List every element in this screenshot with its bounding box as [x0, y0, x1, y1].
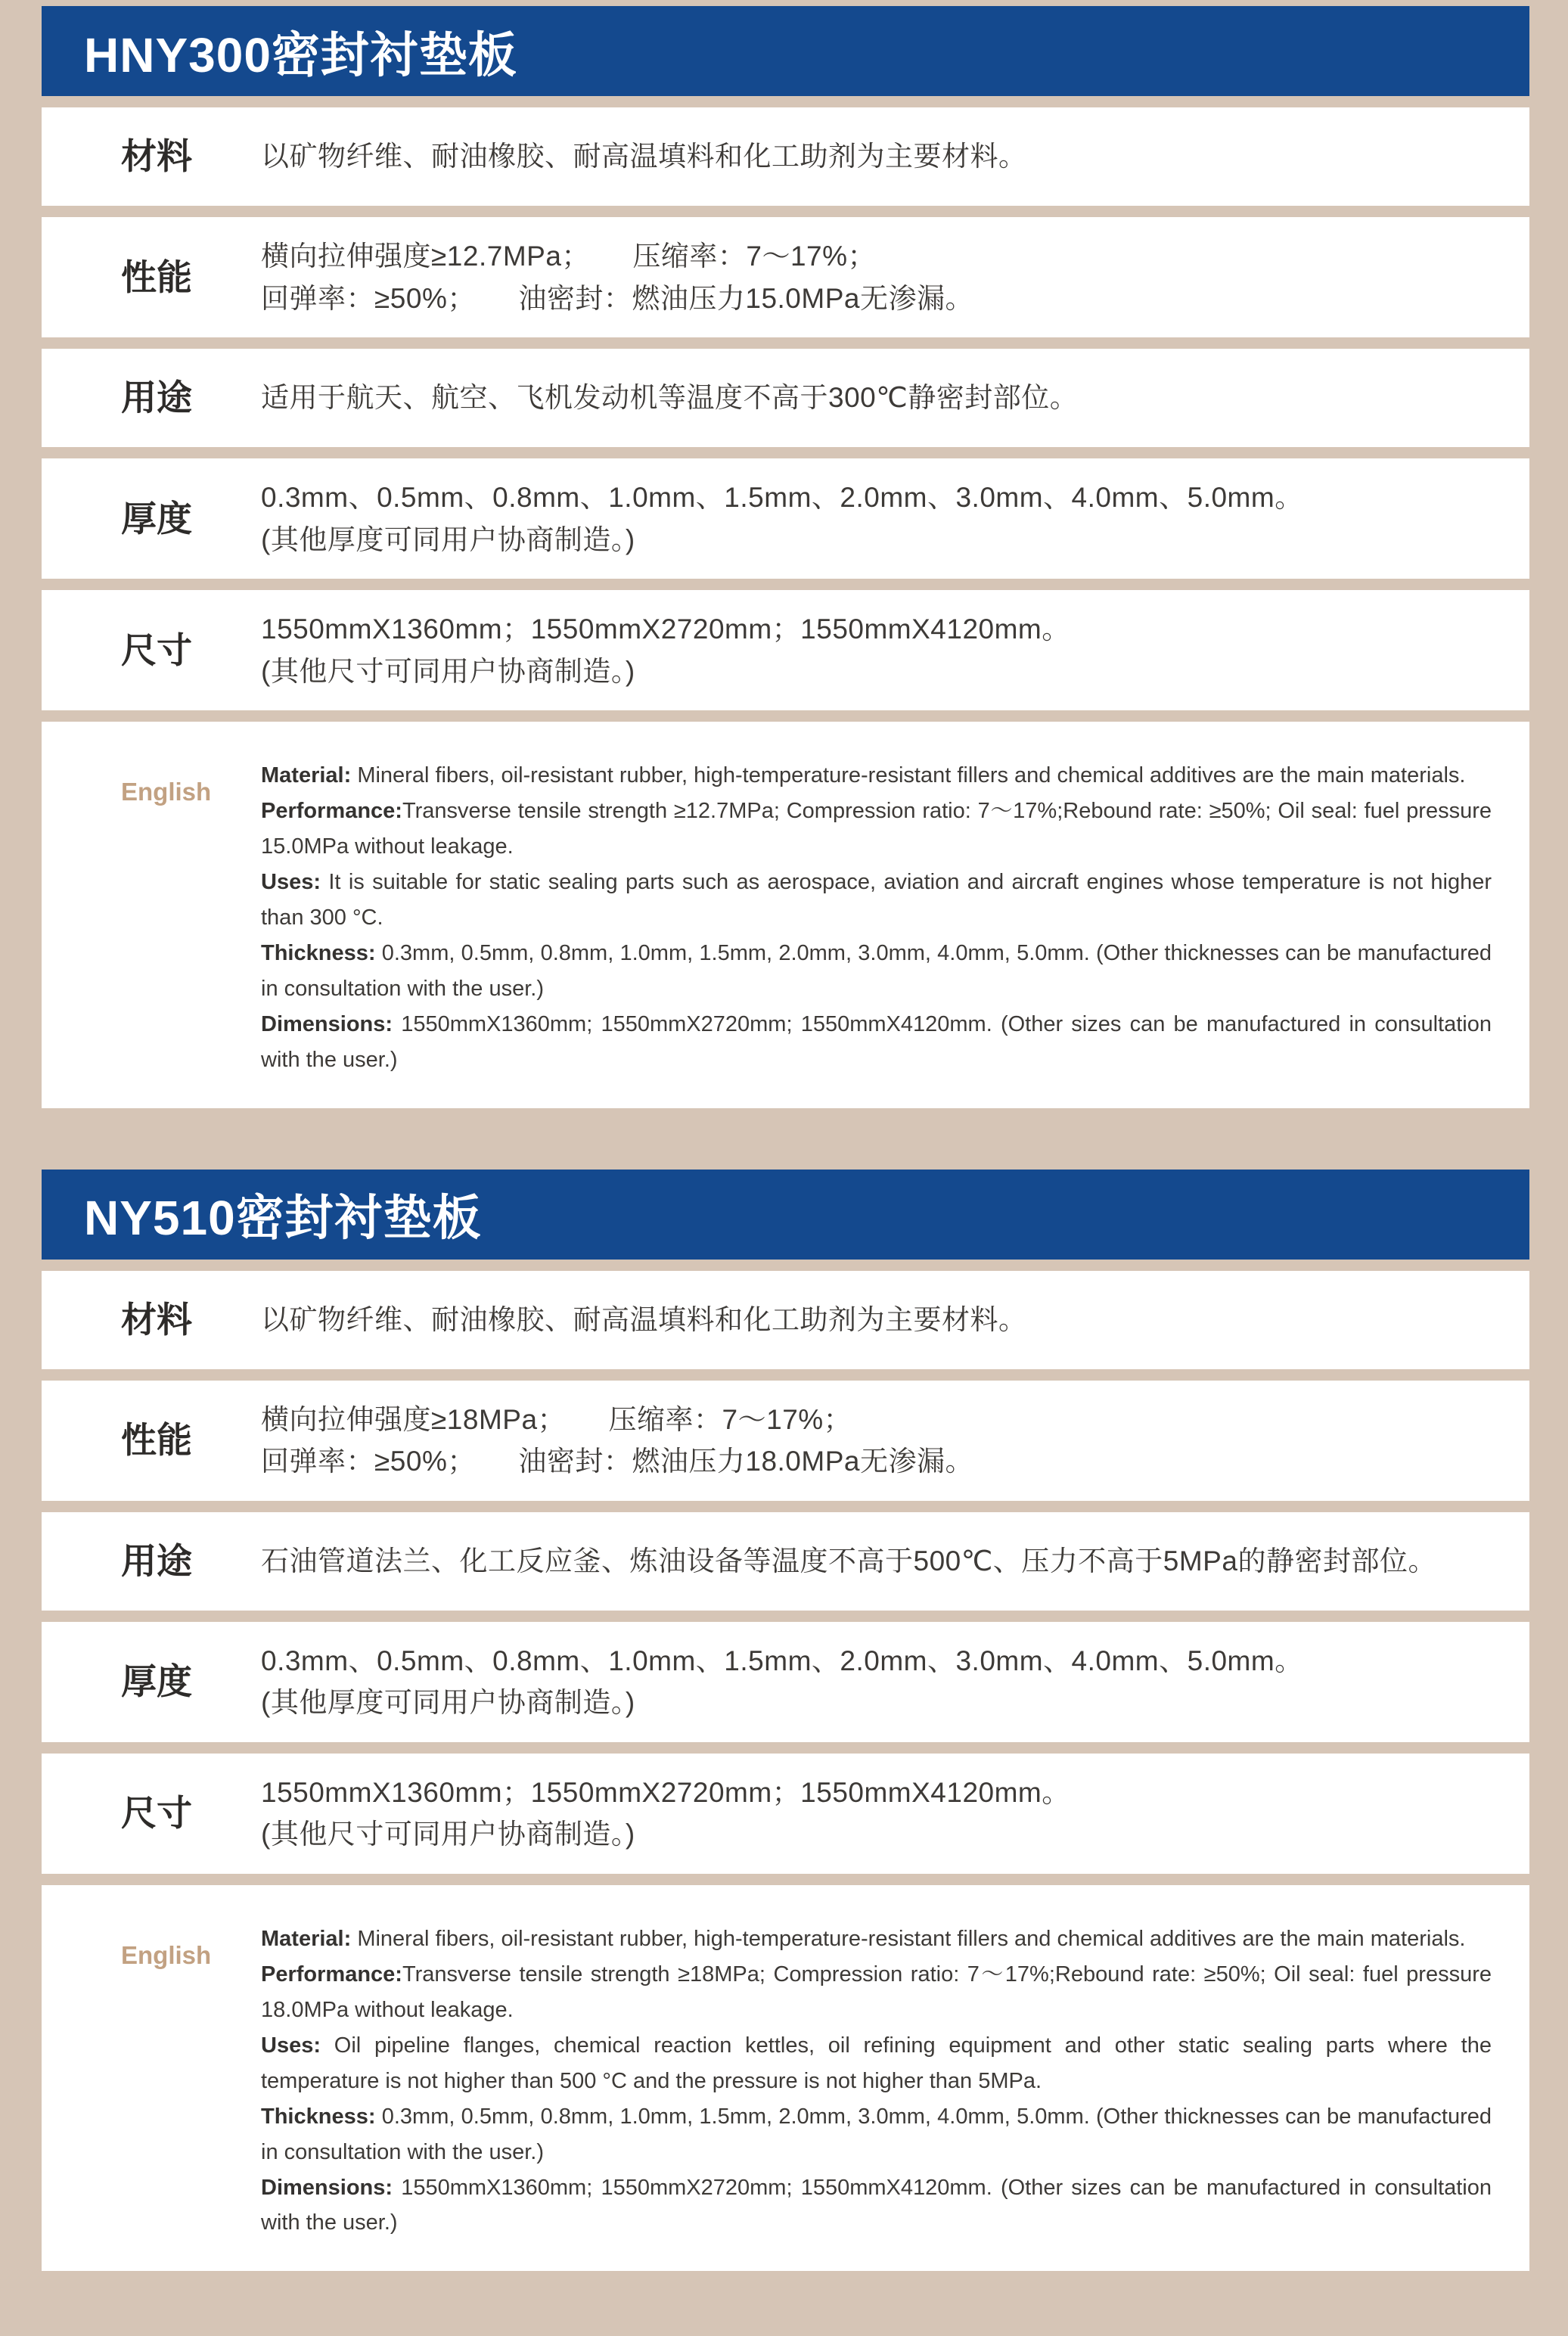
english-paragraph-uses — [261, 2028, 1492, 2099]
spec-row-label: 尺寸 — [121, 629, 192, 670]
spec-row-label: 材料 — [121, 1299, 192, 1340]
product-title-bar — [42, 1170, 1529, 1260]
spec-line: 以矿物纤维、耐油橡胶、耐高温填料和化工助剂为主要材料。 — [261, 1303, 1027, 1335]
english-paragraph-performance — [261, 1957, 1492, 2028]
spec-row-content — [261, 135, 1027, 178]
spec-line: 石油管道法兰、化工反应釜、炼油设备等温度不高于500℃、压力不高于5MPa的静密封部位。 — [261, 1545, 1436, 1576]
spec-row-content — [261, 477, 1303, 561]
english-key: Material: — [261, 763, 352, 787]
spec-row-content — [261, 377, 1078, 419]
product-title: NY510密封衬垫板 — [84, 1191, 482, 1246]
spec-row-label: 性能 — [121, 1420, 192, 1461]
spec-row-performance — [42, 1381, 1529, 1501]
english-text: It is suitable for static sealing parts such as aerospace, aviation and aircraft engines whose temperature is not higher than 300 °C. — [261, 869, 1492, 930]
english-paragraph-material — [261, 758, 1492, 794]
english-key: Dimensions: — [261, 2175, 393, 2200]
spec-row-dimensions — [42, 590, 1529, 710]
english-text: 0.3mm, 0.5mm, 0.8mm, 1.0mm, 1.5mm, 2.0mm, 3.0mm, 4.0mm, 5.0mm. (Other thicknesses can be manufactured in consultation with the user.) — [261, 2104, 1492, 2164]
english-body — [261, 1921, 1492, 2241]
spec-row-thickness — [42, 1622, 1529, 1742]
english-key: Uses: — [261, 2033, 321, 2058]
spec-line: 0.3mm、0.5mm、0.8mm、1.0mm、1.5mm、2.0mm、3.0mm、4.0mm、5.0mm。 — [261, 1645, 1303, 1676]
product-card-hny300 — [42, 6, 1529, 1108]
spec-row-material — [42, 1271, 1529, 1369]
english-text: Mineral fibers, oil-resistant rubber, high-temperature-resistant fillers and chemical additives are the main materials. — [351, 763, 1466, 787]
english-text: Transverse tensile strength ≥12.7MPa; Compression ratio: 7～17%;Rebound rate: ≥50%; Oil seal: fuel pressure 15.0MPa without leakage. — [261, 798, 1492, 859]
spec-line: 1550mmX1360mm；1550mmX2720mm；1550mmX4120mm。 — [261, 1776, 1070, 1808]
spec-line: 回弹率：≥50%； 油密封：燃油压力15.0MPa无渗漏。 — [261, 282, 973, 314]
english-paragraph-thickness — [261, 2099, 1492, 2170]
spec-row-label: 厚度 — [121, 1661, 192, 1702]
spec-line: 回弹率：≥50%； 油密封：燃油压力18.0MPa无渗漏。 — [261, 1446, 973, 1477]
english-key: Thickness: — [261, 940, 376, 965]
english-paragraph-dimensions — [261, 1007, 1492, 1078]
spec-row-label: 性能 — [121, 256, 192, 297]
spec-line: 1550mmX1360mm；1550mmX2720mm；1550mmX4120mm。 — [261, 614, 1070, 645]
spec-row-content — [261, 608, 1070, 692]
spec-row-label: 用途 — [121, 1540, 192, 1581]
spec-row-material — [42, 107, 1529, 206]
spec-row-content — [261, 235, 973, 319]
english-key: Material: — [261, 1926, 352, 1951]
spec-row-thickness — [42, 458, 1529, 579]
english-key: Performance: — [261, 1962, 402, 1987]
spec-row-uses — [42, 1512, 1529, 1611]
spec-row-label: 尺寸 — [121, 1793, 192, 1834]
spec-line: (其他厚度可同用户协商制造。) — [261, 1687, 635, 1719]
spec-line: 0.3mm、0.5mm、0.8mm、1.0mm、1.5mm、2.0mm、3.0mm、4.0mm、5.0mm。 — [261, 482, 1303, 513]
spec-row-dimensions — [42, 1754, 1529, 1874]
english-paragraph-performance — [261, 794, 1492, 865]
english-key: Performance: — [261, 798, 402, 823]
english-key: Dimensions: — [261, 1011, 393, 1036]
spec-line: (其他尺寸可同用户协商制造。) — [261, 655, 635, 687]
spec-row-performance — [42, 217, 1529, 337]
spec-line: 以矿物纤维、耐油橡胶、耐高温填料和化工助剂为主要材料。 — [261, 141, 1027, 172]
english-text: Mineral fibers, oil-resistant rubber, high-temperature-resistant fillers and chemical additives are the main materials. — [351, 1926, 1466, 1951]
english-section — [42, 1885, 1529, 2272]
spec-line: (其他厚度可同用户协商制造。) — [261, 523, 635, 555]
spec-row-content — [261, 1399, 973, 1483]
spec-row-label: 材料 — [121, 136, 192, 177]
spec-line: (其他尺寸可同用户协商制造。) — [261, 1819, 635, 1850]
spec-row-content — [261, 1540, 1436, 1583]
english-label: English — [121, 1940, 212, 1969]
product-title: HNY300密封衬垫板 — [84, 27, 517, 82]
spec-row-content — [261, 1299, 1027, 1341]
english-text: Transverse tensile strength ≥18MPa; Compression ratio: 7～17%;Rebound rate: ≥50%; Oil seal: fuel pressure 18.0MPa without leakage. — [261, 1962, 1492, 2022]
spec-line: 适用于航天、航空、飞机发动机等温度不高于300℃静密封部位。 — [261, 382, 1079, 414]
spec-row-content — [261, 1772, 1070, 1856]
product-title-bar — [42, 6, 1529, 96]
spec-line: 横向拉伸强度≥18MPa； 压缩率：7～17%； — [261, 1403, 852, 1435]
english-label: English — [121, 778, 212, 806]
english-text: 1550mmX1360mm; 1550mmX2720mm; 1550mmX4120mm. (Other sizes can be manufactured in consultation with the user.) — [261, 1011, 1492, 1072]
english-text: Oil pipeline flanges, chemical reaction kettles, oil refining equipment and other static sealing parts where the temperature is not higher than 500 °C and the pressure is not higher than 5MPa. — [261, 2033, 1492, 2093]
english-key: Thickness: — [261, 2104, 376, 2129]
english-body — [261, 758, 1492, 1078]
spec-row-label: 用途 — [121, 377, 192, 418]
spec-row-label: 厚度 — [121, 498, 192, 539]
spec-row-uses — [42, 349, 1529, 447]
product-card-ny510 — [42, 1170, 1529, 2272]
spec-row-content — [261, 1640, 1303, 1724]
english-text: 0.3mm, 0.5mm, 0.8mm, 1.0mm, 1.5mm, 2.0mm, 3.0mm, 4.0mm, 5.0mm. (Other thicknesses can be manufactured in consultation with the user.) — [261, 940, 1492, 1001]
english-text: 1550mmX1360mm; 1550mmX2720mm; 1550mmX4120mm. (Other sizes can be manufactured in consultation with the user.) — [261, 2175, 1492, 2235]
english-section — [42, 722, 1529, 1108]
spec-line: 横向拉伸强度≥12.7MPa； 压缩率：7～17%； — [261, 241, 877, 272]
english-paragraph-thickness — [261, 936, 1492, 1007]
english-paragraph-dimensions — [261, 2170, 1492, 2241]
english-paragraph-material — [261, 1921, 1492, 1957]
english-paragraph-uses — [261, 865, 1492, 936]
english-key: Uses: — [261, 869, 321, 894]
